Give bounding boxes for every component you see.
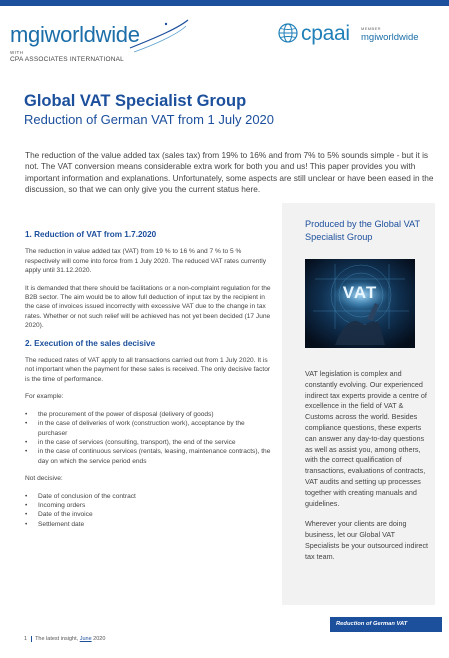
mgi-logo-wordmark: mgiworldwide: [10, 22, 140, 47]
mgi-logo-cpa: CPA ASSOCIATES INTERNATIONAL: [10, 56, 124, 63]
mgi-logo-with: WITH: [10, 50, 24, 55]
footer-month: June: [79, 636, 92, 642]
page-title: Global VAT Specialist Group: [24, 92, 247, 110]
list-item: • in the case of deliveries of work (construction work), acceptance by the purchaser: [25, 419, 273, 438]
footer-text: The latest insight,: [35, 636, 80, 642]
list-item: • Date of conclusion of the contract: [25, 492, 273, 501]
examples-list: [25, 410, 273, 466]
document-tag: Reduction of German VAT: [330, 617, 442, 632]
cpaai-logo: [278, 20, 443, 50]
page-number: 1: [24, 636, 32, 642]
footer-year: 2020: [91, 636, 106, 642]
not-decisive-list: [25, 492, 273, 530]
cpaai-mgi-label: mgiworldwide: [361, 32, 419, 43]
section-2-paragraph-1: The reduced rates of VAT apply to all transactions carried out from 1 July 2020. It is not important when the payment for these sales is received. The only decisive factor is the time of performance.: [25, 357, 271, 383]
sidebar-paragraph-1: VAT legislation is complex and constantly evolving. Our experienced indirect tax experts provide a centre of excellence in the field of VAT & Customs across the world. Besides compliance questions, these experts can answer any day-to-day questions as well as assist you, among others, with the correct qualification of transactions, evaluations of contracts, VAT audits and setting up processes together with creating manuals and guidelines.: [305, 369, 427, 508]
sidebar-panel: [282, 203, 435, 605]
vat-hologram-image: [305, 259, 415, 348]
sidebar-body: [305, 369, 430, 573]
cpaai-member-label: MEMBER: [361, 26, 381, 31]
list-item: • the procurement of the power of disposal (delivery of goods): [25, 410, 273, 419]
sidebar-paragraph-2: Wherever your clients are doing business, let our Global VAT Specialists be your outsourced indirect tax team.: [305, 519, 429, 561]
cpaai-wordmark: cpaai: [301, 22, 350, 45]
list-item: • in the case of continuous services (rentals, leasing, maintenance contracts), the day on which the service period ends: [25, 447, 273, 466]
vat-illustration: [305, 259, 415, 348]
list-item: • Date of the invoice: [25, 510, 273, 519]
page-footer: [24, 636, 105, 642]
list-item: • Settlement date: [25, 520, 273, 529]
section-2-heading: 2. Execution of the sales decisive: [25, 338, 156, 348]
intro-paragraph: The reduction of the value added tax (sales tax) from 19% to 16% and from 7% to 5% sounds simple - but it is not. The VAT conversion means considerable extra work for both you and us! This paper provides you with important information and explanations. Unfortunately, some aspects are still unclear or have been eased in the discussion, so that we can only give you the current status here.: [25, 150, 434, 194]
not-decisive-label: Not decisive:: [25, 475, 63, 483]
page-subtitle: Reduction of German VAT from 1 July 2020: [24, 112, 275, 127]
section-1-paragraph-1: The reduction in value added tax (VAT) from 19 % to 16 % and 7 % to 5 % respectively will come into force from 1 July 2020. The reduced VAT rates currently apply until 31.12.2020.: [25, 248, 267, 275]
globe-icon: [278, 22, 298, 44]
main-column: [25, 230, 273, 537]
top-accent-bar: [0, 0, 449, 6]
list-item: • Incoming orders: [25, 501, 273, 510]
section-1-paragraph-2: It is demanded that there should be facilitations or a non-complaint regulation for the B2B sector. The aim would be to allow full deduction of input tax by the recipient in the case of invoices issued incorrectly with excessive VAT due to the change in tax rates. Whether or not such relief will be achieved has not yet been decided (17 June 2020).: [25, 284, 271, 330]
vat-image-label: VAT: [342, 283, 378, 302]
example-label: For example:: [25, 393, 64, 401]
mgi-worldwide-logo: [10, 18, 185, 68]
list-item: • in the case of services (consulting, transport), the end of the service: [25, 438, 273, 447]
sidebar-heading: Produced by the Global VAT Specialist Group: [305, 219, 420, 242]
section-1-heading: 1. Reduction of VAT from 1.7.2020: [25, 230, 157, 239]
